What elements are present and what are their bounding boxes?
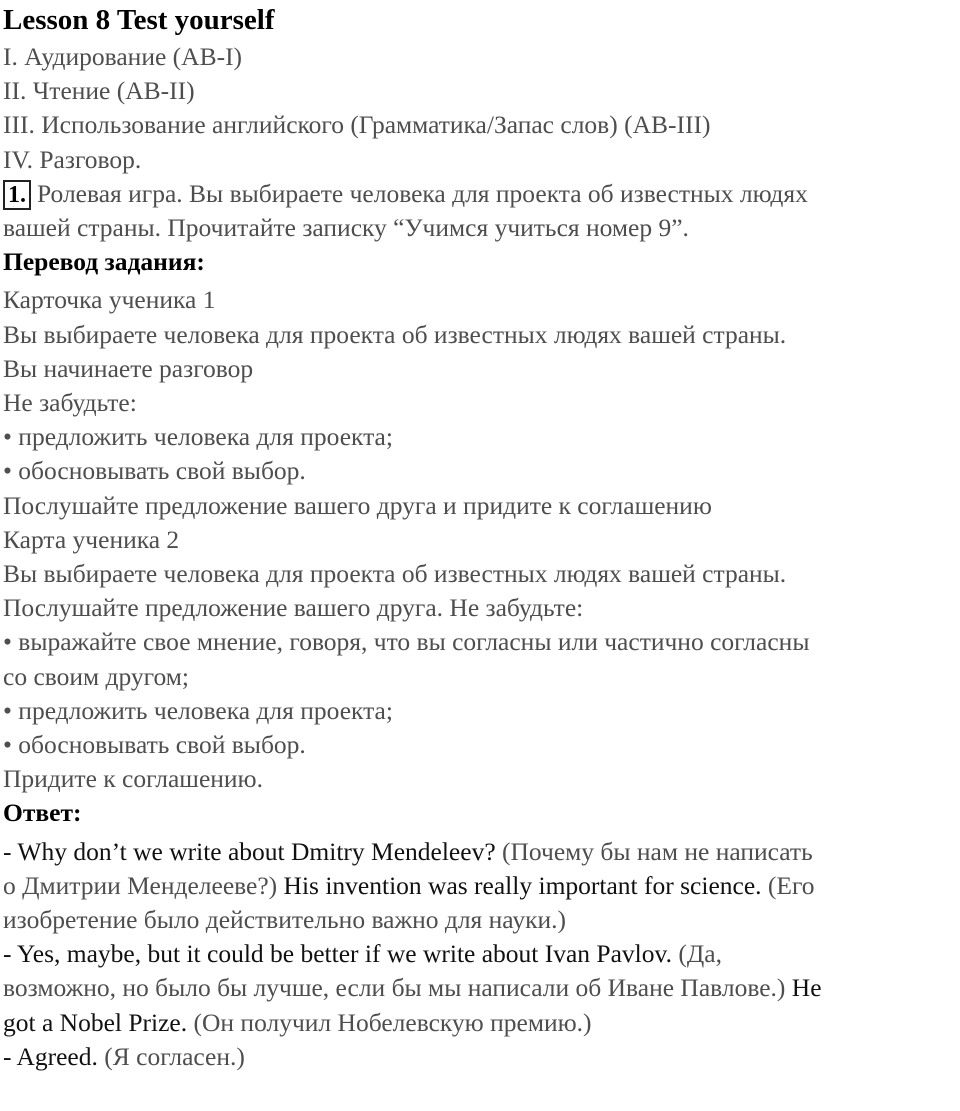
card1-bullet: • предложить человека для проекта; <box>3 422 393 452</box>
card1-bullet: • обосновывать свой выбор. <box>3 456 306 486</box>
answer-translation: (Я согласен.) <box>97 1041 245 1071</box>
section-listening: I. Аудирование (AB-I) <box>3 42 243 71</box>
answer-heading: Ответ: <box>3 798 82 828</box>
answer-line <box>3 835 958 869</box>
answer-line <box>3 971 958 1005</box>
card2-line: Послушайте предложение вашего друга. Не забудьте: <box>3 593 584 623</box>
answer-line <box>3 903 958 937</box>
section-reading: II. Чтение (AB-II) <box>3 76 195 106</box>
answer-english: - Yes, maybe, but it could be better if we write about Ivan Pavlov. <box>3 939 672 969</box>
answer-translation: (Да, <box>672 939 722 969</box>
card2-line: Вы выбираете человека для проекта об известных людях вашей страны. <box>3 559 787 589</box>
section-speaking: IV. Разговор. <box>3 144 142 174</box>
card2-line: Придите к соглашению. <box>3 764 263 794</box>
card2-line: со своим другом; <box>3 661 189 691</box>
page-title: Lesson 8 Test yourself <box>3 4 275 36</box>
card1-line: Вы выбираете человека для проекта об известных людях вашей страны. <box>3 319 787 349</box>
task-line-1 <box>3 177 958 211</box>
answer-translation: изобретение было действительно важно для науки.) <box>3 905 566 935</box>
answer-translation: возможно, но было бы лучше, если бы мы написали об Иване Павлове.) <box>3 973 786 1003</box>
card1-line: Вы начинаете разговор <box>3 353 254 383</box>
section-use-of-english: III. Использование английского (Грамматика/Запас слов) (AB-III) <box>3 110 711 140</box>
card1-line: Не забудьте: <box>3 388 137 418</box>
answer-english: got a Nobel Prize. <box>3 1007 188 1037</box>
card2-bullet: • выражайте свое мнение, говоря, что вы согласны или частично согласны <box>3 627 810 657</box>
card2-bullet: • обосновывать свой выбор. <box>3 730 306 760</box>
answer-translation: о Дмитрии Менделееве?) <box>3 870 278 900</box>
card1-line: Послушайте предложение вашего друга и придите к соглашению <box>3 490 712 520</box>
answer-translation: (Его <box>761 870 815 900</box>
card2-title: Карта ученика 2 <box>3 524 180 554</box>
answer-translation: (Почему бы нам не написать <box>495 836 813 866</box>
answer-line <box>3 937 958 971</box>
card1-title: Карточка ученика 1 <box>3 285 216 315</box>
task-number-badge: 1. <box>3 180 31 210</box>
answer-english: His invention was really important for science. <box>277 870 762 900</box>
answer-english: - Agreed. <box>3 1041 98 1071</box>
document-page <box>3 0 958 1074</box>
answer-line <box>3 869 958 903</box>
answer-english: He <box>785 973 822 1003</box>
translation-heading: Перевод задания: <box>3 247 205 277</box>
task-text-1: Ролевая игра. Вы выбираете человека для проекта об известных людях <box>37 178 808 208</box>
card2-bullet: • предложить человека для проекта; <box>3 695 393 725</box>
answer-english: - Why don’t we write about Dmitry Mendeleev? <box>3 836 496 866</box>
answer-line <box>3 1040 958 1074</box>
task-line-2: вашей страны. Прочитайте записку “Учимся учиться номер 9”. <box>3 213 689 243</box>
answer-translation: (Он получил Нобелевскую премию.) <box>187 1007 592 1037</box>
answer-line <box>3 1006 958 1040</box>
